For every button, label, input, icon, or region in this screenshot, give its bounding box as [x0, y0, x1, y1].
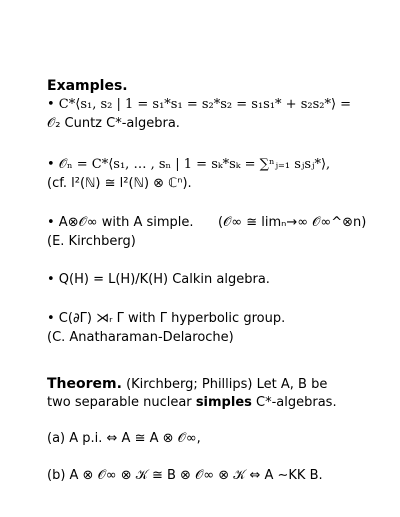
- example-ainfinity-line1-left: • A⊗𝒪∞ with A simple.: [47, 215, 194, 230]
- theorem-heading: Theorem.: [47, 376, 122, 392]
- theorem-line1: [47, 376, 327, 393]
- example-hyperbolic-line1: • C(∂Γ) ⋊ᵣ Γ with Γ hyperbolic group.: [47, 311, 286, 326]
- theorem-part-a: (a) A p.i. ⇔ A ≅ A ⊗ 𝒪∞,: [47, 431, 201, 446]
- example-hyperbolic-line2: (C. Anatharaman-Delaroche): [47, 330, 234, 345]
- theorem-line2: [47, 395, 337, 411]
- example-cuntz-line2: 𝒪₂ Cuntz C*-algebra.: [47, 116, 180, 131]
- theorem-line2-pre: two separable nuclear: [47, 395, 192, 410]
- theorem-line2-bold: simples: [195, 395, 252, 410]
- theorem-part-b: (b) A ⊗ 𝒪∞ ⊗ 𝒦 ≅ B ⊗ 𝒪∞ ⊗ 𝒦 ⇔ A ∼KK B.: [47, 468, 323, 483]
- theorem-intro-rest: (Kirchberg; Phillips) Let A, B be: [126, 377, 328, 392]
- examples-heading: Examples.: [47, 78, 128, 94]
- theorem-line2-post: C*-algebras.: [256, 395, 337, 410]
- example-on-line1: • 𝒪ₙ = C*⟨s₁, … , sₙ | 1 = sₖ*sₖ = ∑ⁿⱼ₌₁ sⱼsⱼ*⟩,: [47, 157, 331, 172]
- example-on-line2: (cf. l²(ℕ) ≅ l²(ℕ) ⊗ ℂⁿ).: [47, 176, 192, 191]
- example-calkin-line1: • Q(H) = L(H)/K(H) Calkin algebra.: [47, 272, 270, 287]
- example-ainfinity-line1-right: (𝒪∞ ≅ limₙ→∞ 𝒪∞^⊗n): [218, 215, 367, 230]
- example-ainfinity-line2: (E. Kirchberg): [47, 234, 136, 249]
- example-cuntz-line1: • C*⟨s₁, s₂ | 1 = s₁*s₁ = s₂*s₂ = s₁s₁* + s₂s₂*⟩ =: [47, 97, 352, 112]
